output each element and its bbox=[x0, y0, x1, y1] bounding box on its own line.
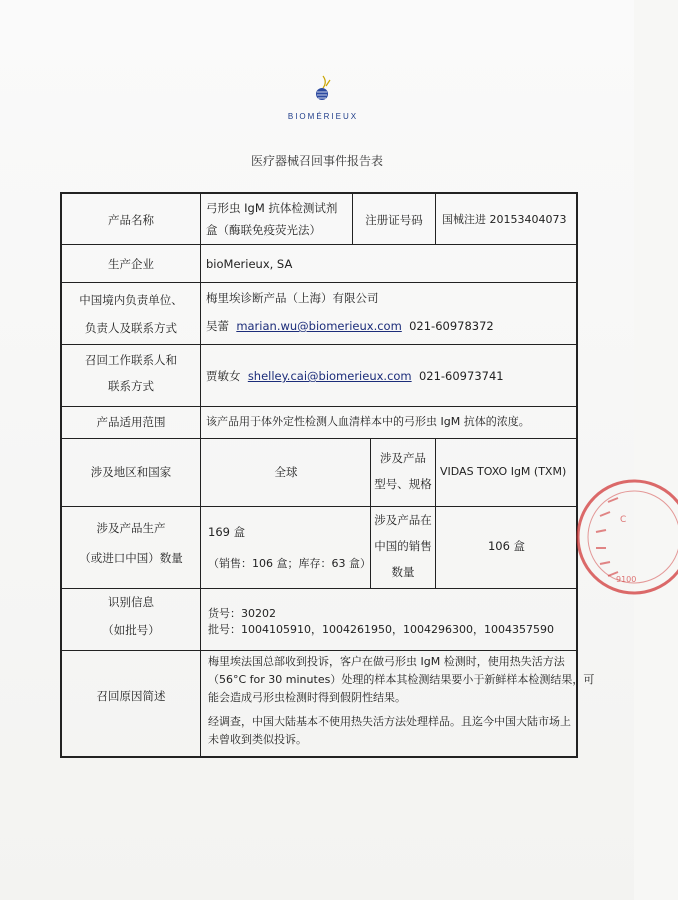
recall-reason-p2-line2: 未曾收到类似投诉。 bbox=[208, 733, 307, 746]
row-divider bbox=[62, 244, 576, 245]
sales-label-line1: 涉及产品在 bbox=[374, 513, 432, 527]
model-value: VIDAS TOXO IgM (TXM) bbox=[440, 465, 567, 478]
region-value: 全球 bbox=[274, 465, 298, 479]
agent-company: 梅里埃诊断产品（上海）有限公司 bbox=[206, 291, 379, 305]
recall-contact-phone: 021-60973741 bbox=[418, 369, 504, 383]
product-name-label: 产品名称 bbox=[108, 213, 154, 227]
column-divider bbox=[352, 194, 353, 244]
logo-emblem-icon bbox=[314, 74, 332, 110]
agent-contact bbox=[206, 318, 576, 334]
row-divider bbox=[62, 506, 576, 507]
identification-line1: 货号：30202 bbox=[208, 607, 276, 620]
recall-contact-info bbox=[206, 368, 576, 384]
sales-value: 106 盒 bbox=[487, 539, 526, 553]
column-divider bbox=[435, 194, 436, 244]
manufacturer-label: 生产企业 bbox=[108, 257, 154, 271]
reg-no-label: 注册证号码 bbox=[365, 213, 423, 227]
agent-label-line2: 负责人及联系方式 bbox=[85, 321, 177, 335]
recall-contact-email-link[interactable]: shelley.cai@biomerieux.com bbox=[247, 369, 412, 383]
recall-contact-person: 贾敏女 bbox=[206, 369, 241, 383]
svg-text:C: C bbox=[620, 515, 627, 525]
column-divider bbox=[200, 194, 201, 756]
region-label: 涉及地区和国家 bbox=[90, 465, 172, 479]
row-divider bbox=[62, 282, 576, 283]
sales-label-line2: 中国的销售 bbox=[374, 539, 432, 553]
agent-person: 吴蕾 bbox=[206, 319, 229, 333]
agent-email-link[interactable]: marian.wu@biomerieux.com bbox=[236, 319, 402, 333]
recall-reason-p1-line1: 梅里埃法国总部收到投诉，客户在做弓形虫 IgM 检测时，使用热失活方法 bbox=[208, 655, 565, 668]
recall-reason-p1-line2: （56°C for 30 minutes）处理的样本其检测结果要小于新鲜样本检测结果，可 bbox=[208, 673, 595, 686]
quantity-label-line1: 涉及产品生产 bbox=[96, 521, 166, 535]
recall-report-table bbox=[60, 192, 595, 758]
quantity-value-line1: 169 盒 bbox=[208, 525, 246, 539]
scope-value: 该产品用于体外定性检测人血清样本中的弓形虫 IgM 抗体的浓度。 bbox=[206, 415, 530, 428]
model-label-line2: 型号、规格 bbox=[374, 477, 432, 491]
model-label-line1: 涉及产品 bbox=[380, 451, 426, 465]
recall-reason-p2-line1: 经调查，中国大陆基本不使用热失活方法处理样品。且迄今中国大陆市场上 bbox=[208, 715, 571, 728]
logo-text: BIOMÉRIEUX bbox=[287, 112, 359, 121]
identification-label-line1: 识别信息 bbox=[108, 595, 154, 609]
scope-label: 产品适用范围 bbox=[96, 415, 166, 429]
reg-no-value: 国械注进 20153404073 bbox=[442, 213, 567, 226]
recall-contact-label-line1: 召回工作联系人和 bbox=[85, 353, 177, 367]
svg-text:9100: 9100 bbox=[616, 575, 637, 584]
row-divider bbox=[62, 344, 576, 345]
quantity-label-line2: （或进口中国）数量 bbox=[79, 551, 183, 565]
biomerieux-logo bbox=[268, 74, 378, 124]
document-title: 医疗器械召回事件报告表 bbox=[250, 154, 383, 168]
column-divider bbox=[435, 438, 436, 588]
product-name-line1: 弓形虫 IgM 抗体检测试剂 bbox=[206, 201, 338, 215]
row-divider bbox=[62, 406, 576, 407]
sales-label-line3: 数量 bbox=[391, 565, 415, 579]
company-seal bbox=[568, 472, 678, 602]
row-divider bbox=[62, 588, 576, 589]
agent-label-line1: 中国境内负责单位、 bbox=[79, 293, 183, 307]
identification-label-line2: （如批号） bbox=[102, 623, 160, 637]
product-name-line2: 盒（酶联免疫荧光法） bbox=[206, 223, 321, 237]
quantity-value-line2: （销售：106 盒；库存：63 盒） bbox=[208, 557, 371, 570]
row-divider bbox=[62, 650, 576, 651]
recall-contact-label-line2: 联系方式 bbox=[108, 379, 154, 393]
recall-reason-p1-line3: 能会造成弓形虫检测时得到假阴性结果。 bbox=[208, 691, 406, 704]
agent-phone: 021-60978372 bbox=[409, 319, 494, 333]
row-divider bbox=[62, 438, 576, 439]
manufacturer-value: bioMerieux, SA bbox=[206, 257, 293, 271]
recall-reason-label: 召回原因简述 bbox=[96, 689, 166, 703]
identification-line2: 批号：1004105910，1004261950，1004296300，1004357590 bbox=[208, 623, 554, 636]
